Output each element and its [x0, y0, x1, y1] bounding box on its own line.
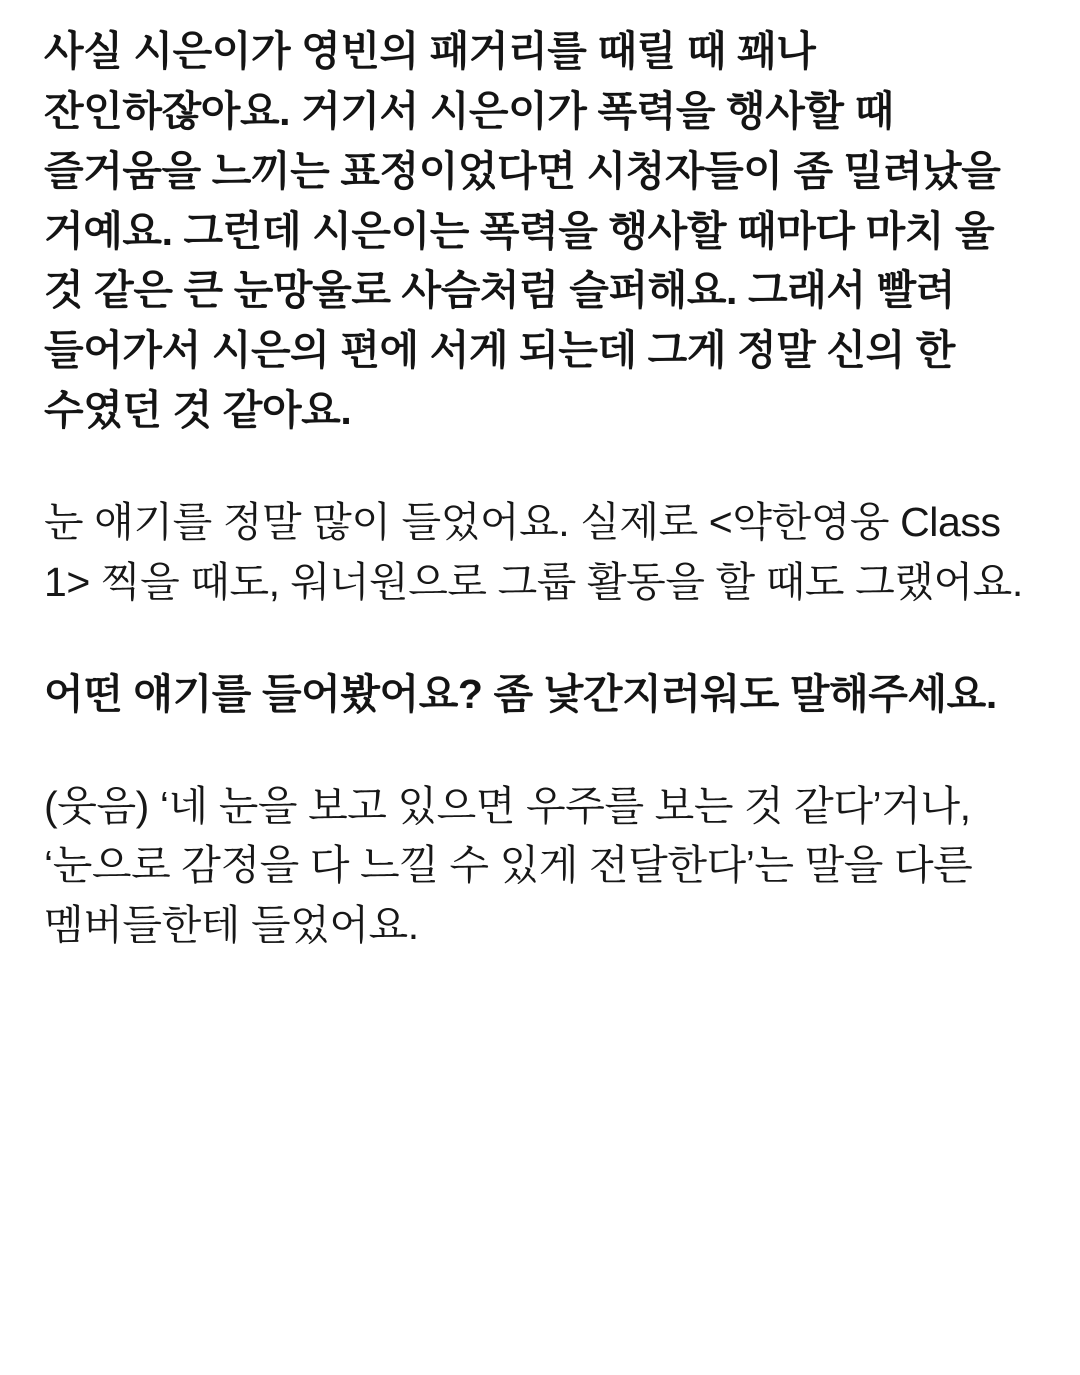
- paragraph-question-1: 어떤 얘기를 들어봤어요? 좀 낯간지러워도 말해주세요.: [44, 670, 997, 717]
- paragraph-answer-2: 눈 얘기를 정말 많이 들었어요. 실제로 <약한영웅 Class 1> 찍을 때도, 워너원으로 그룹 활동을 할 때도 그랬어요.: [44, 499, 1023, 605]
- paragraph-answer-1: 사실 시은이가 영빈의 패거리를 때릴 때 꽤나 잔인하잖아요. 거기서 시은이가 폭력을 행사할 때 즐거움을 느끼는 표정이었다면 시청자들이 좀 밀려났을 거예요. 그런데 시은이는 폭력을 행사할 때마다 마치 울 것 같은 큰 눈망울로 사슴처럼 슬퍼해요. 그래서 빨려 들어가서 시은의 편에 서게 되는데 그게 정말 신의 한 수였던 것 같아요.: [44, 28, 1001, 434]
- paragraph-answer-3: (웃음) ‘네 눈을 보고 있으면 우주를 보는 것 같다’거나, ‘눈으로 감정을 다 느낄 수 있게 전달한다’는 말을 다른 멤버들한테 들었어요.: [44, 782, 973, 949]
